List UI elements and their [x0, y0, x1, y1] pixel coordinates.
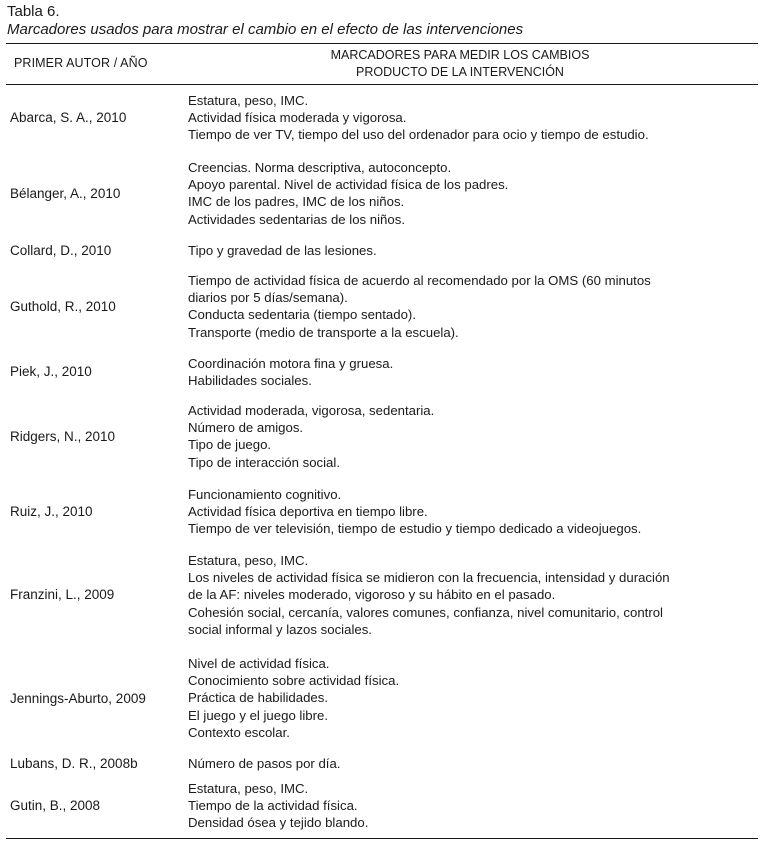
marker-line: social informal y lazos sociales.: [188, 621, 372, 637]
author-cell: Bélanger, A., 2010: [10, 186, 121, 201]
marker-line: Actividad física deportiva en tiempo libre.: [188, 504, 428, 520]
marker-line: Actividades sedentarias de los niños.: [188, 211, 405, 227]
marker-line: Tiempo de ver TV, tiempo del uso del ordenador para ocio y tiempo de estudio.: [188, 127, 649, 143]
header-author-year: PRIMER AUTOR / AÑO: [14, 56, 148, 70]
marker-line: Tiempo de actividad física de acuerdo al recomendado por la OMS (60 minutos: [188, 273, 651, 288]
markers-cell: [188, 655, 753, 741]
marker-line: diarios por 5 días/semana).: [188, 290, 348, 306]
marker-line: Conducta sedentaria (tiempo sentado).: [188, 307, 416, 323]
marker-line: Tiempo de la actividad física.: [188, 798, 358, 814]
marker-line: Práctica de habilidades.: [188, 690, 329, 706]
author-cell: Gutin, B., 2008: [10, 798, 101, 813]
table-label: Tabla 6.: [7, 3, 60, 20]
markers-cell: [188, 355, 753, 389]
markers-cell: [188, 272, 753, 341]
marker-line: Coordinación motora fina y gruesa.: [188, 356, 394, 371]
markers-cell: [188, 552, 753, 638]
marker-line: Número de pasos por día.: [188, 756, 341, 771]
marker-line: Estatura, peso, IMC.: [188, 93, 309, 108]
marker-line: Creencias. Norma descriptiva, autoconcepto.: [188, 160, 452, 175]
marker-line: Transporte (medio de transporte a la escuela).: [188, 324, 459, 340]
header-markers: [190, 47, 730, 81]
header-markers-line2: PRODUCTO DE LA INTERVENCIÓN: [356, 65, 564, 79]
author-cell: Guthold, R., 2010: [10, 299, 116, 314]
markers-cell: [188, 242, 753, 259]
marker-line: Conocimiento sobre actividad física.: [188, 673, 400, 689]
markers-cell: [188, 755, 753, 772]
markers-cell: [188, 486, 753, 538]
author-cell: Ruiz, J., 2010: [10, 504, 93, 519]
header-rule: [6, 84, 758, 85]
markers-cell: [188, 159, 753, 228]
marker-line: Tipo de interacción social.: [188, 454, 340, 470]
marker-line: Densidad ósea y tejido blando.: [188, 815, 369, 831]
marker-line: Actividad moderada, vigorosa, sedentaria.: [188, 403, 435, 418]
author-cell: Collard, D., 2010: [10, 243, 112, 258]
author-cell: Ridgers, N., 2010: [10, 429, 116, 444]
marker-line: El juego y el juego libre.: [188, 707, 329, 723]
marker-line: Tipo y gravedad de las lesiones.: [188, 243, 377, 258]
marker-line: de la AF: niveles moderado, vigoroso y su hábito en el pasado.: [188, 587, 556, 603]
marker-line: Apoyo parental. Nivel de actividad física de los padres.: [188, 177, 509, 193]
header-markers-line1: MARCADORES PARA MEDIR LOS CAMBIOS: [330, 48, 590, 62]
author-cell: Jennings-Aburto, 2009: [10, 691, 146, 706]
marker-line: Tipo de juego.: [188, 437, 272, 453]
author-cell: Piek, J., 2010: [10, 364, 92, 379]
author-cell: Lubans, D. R., 2008b: [10, 756, 138, 771]
marker-line: Estatura, peso, IMC.: [188, 781, 309, 796]
marker-line: Cohesión social, cercanía, valores comunes, confianza, nivel comunitario, control: [188, 604, 663, 620]
marker-line: Tiempo de ver televisión, tiempo de estudio y tiempo dedicado a videojuegos.: [188, 521, 642, 537]
marker-line: Los niveles de actividad física se midieron con la frecuencia, intensidad y duración: [188, 570, 670, 586]
table-title: Marcadores usados para mostrar el cambio en el efecto de las intervenciones: [7, 21, 524, 38]
marker-line: Habilidades sociales.: [188, 373, 312, 389]
marker-line: Actividad física moderada y vigorosa.: [188, 110, 407, 126]
marker-line: Número de amigos.: [188, 420, 304, 436]
markers-cell: [188, 780, 753, 832]
marker-line: IMC de los padres, IMC de los niños.: [188, 194, 405, 210]
top-rule: [6, 43, 758, 44]
marker-line: Nivel de actividad física.: [188, 656, 330, 671]
author-cell: Abarca, S. A., 2010: [10, 110, 127, 125]
marker-line: Funcionamiento cognitivo.: [188, 487, 342, 502]
bottom-rule: [6, 838, 758, 839]
author-cell: Franzini, L., 2009: [10, 587, 115, 602]
marker-line: Contexto escolar.: [188, 724, 290, 740]
markers-cell: [188, 402, 753, 471]
markers-cell: [188, 92, 753, 144]
marker-line: Estatura, peso, IMC.: [188, 553, 309, 568]
